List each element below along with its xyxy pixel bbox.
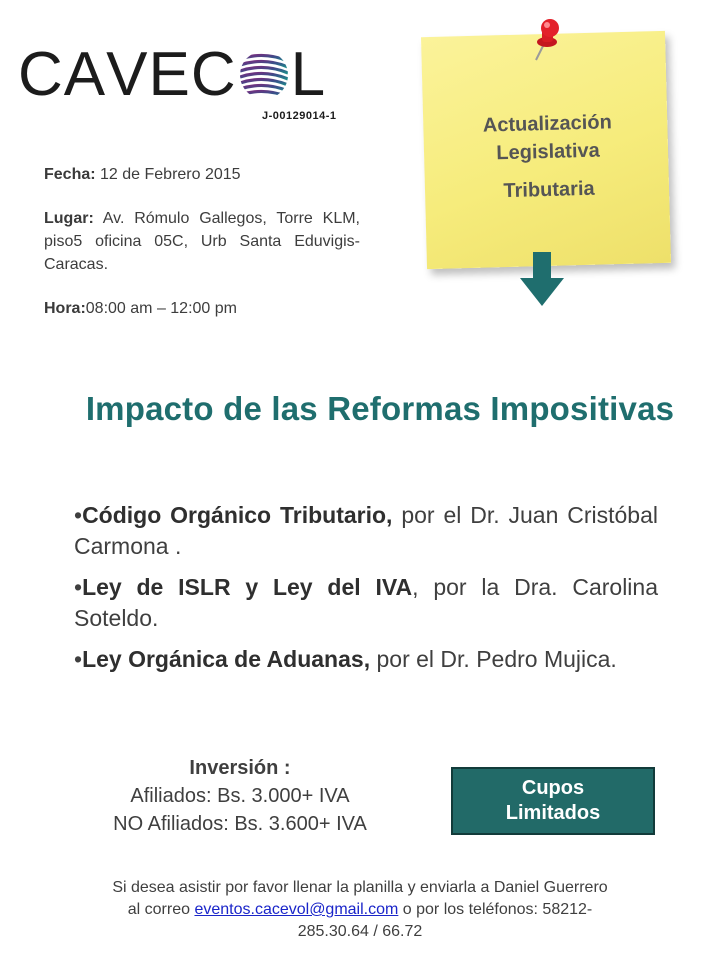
- cupos-line-1: Cupos: [521, 777, 585, 799]
- footer-line-1: Si desea asistir por favor llenar la planilla y enviarla a Daniel Guerrero: [112, 879, 608, 896]
- down-arrow-icon: [518, 252, 566, 308]
- hora-value: 08:00 am – 12:00 pm: [85, 300, 237, 317]
- topic-bullet: •: [74, 502, 83, 528]
- investment-title: Inversión :: [189, 757, 291, 779]
- footer-line-3: 285.30.64 / 66.72: [297, 923, 423, 940]
- topic-item: [74, 644, 658, 675]
- hora-label: Hora:: [44, 300, 86, 317]
- topic-item: [74, 572, 658, 634]
- footer-phones: o por los teléfonos: 58212-: [398, 901, 593, 918]
- note-line-2: Legislativa: [496, 139, 601, 165]
- topic-bullet: •: [74, 646, 83, 672]
- fecha-label: Fecha:: [44, 166, 96, 183]
- logo-letter: L: [290, 40, 327, 109]
- logo-letter: C: [18, 40, 64, 109]
- cupos-line-2: Limitados: [505, 802, 601, 824]
- contact-footer: [40, 877, 680, 943]
- price-no-afiliados: NO Afiliados: Bs. 3.600+ IVA: [113, 813, 367, 835]
- note-line-1: Actualización: [482, 111, 613, 137]
- topic-speaker: por el Dr. Juan Cristóbal Carmona .: [74, 502, 658, 559]
- info-hora: [44, 297, 360, 320]
- logo-letter: V: [106, 40, 149, 109]
- headline: Impacto de las Reformas Impositivas: [85, 390, 675, 427]
- fecha-value: 12 de Febrero 2015: [95, 166, 241, 183]
- topic-speaker: , por la Dra. Carolina Soteldo.: [74, 574, 659, 631]
- logo-letter: C: [190, 40, 237, 109]
- topic-title: Ley de ISLR y Ley del IVA: [82, 574, 413, 600]
- topic-speaker: por el Dr. Pedro Mujica.: [370, 646, 617, 672]
- info-fecha: [44, 163, 360, 186]
- sticky-note-paper: [421, 31, 671, 269]
- price-afiliados: Afiliados: Bs. 3.000+ IVA: [130, 785, 350, 807]
- sticky-note-text: [441, 107, 655, 207]
- logo-letter: E: [148, 40, 191, 109]
- email-link[interactable]: eventos.cacevol@gmail.com: [194, 901, 399, 918]
- lugar-label: Lugar:: [44, 210, 94, 227]
- footer-pre-email: al correo: [127, 901, 195, 918]
- globe-icon: [238, 49, 290, 101]
- cupos-limitados-box: [451, 767, 655, 835]
- logo-letter: A: [63, 40, 107, 109]
- rif-number: J-00129014-1: [262, 110, 337, 122]
- info-lugar: [44, 207, 360, 276]
- pushpin-icon: [530, 18, 566, 62]
- logo-wordmark: [18, 40, 326, 110]
- footer-line-2: [40, 899, 680, 921]
- sticky-note: [418, 18, 680, 308]
- lugar-value: Av. Rómulo Gallegos, Torre KLM, piso5 oficina 05C, Urb Santa Eduvigis-Caracas.: [44, 210, 360, 273]
- topic-item: [74, 500, 658, 562]
- note-line-3: Tributaria: [503, 177, 595, 203]
- topic-title: Ley Orgánica de Aduanas,: [82, 646, 371, 672]
- topic-bullet: •: [74, 574, 83, 600]
- topic-list: [74, 500, 658, 685]
- investment-block: [60, 754, 420, 838]
- topic-title: Código Orgánico Tributario,: [82, 502, 393, 528]
